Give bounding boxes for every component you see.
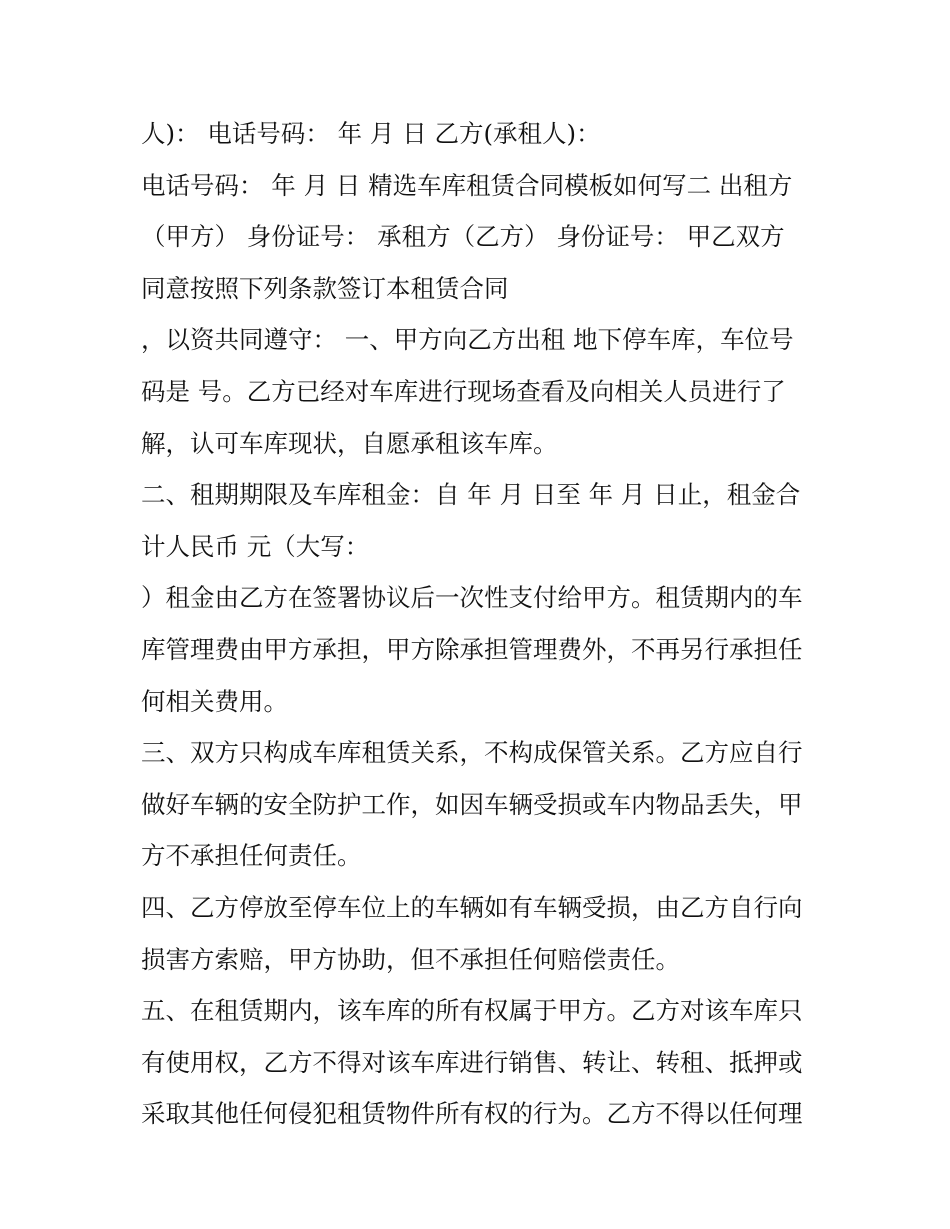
text-line: 方不承担任何责任。 — [141, 841, 362, 871]
text-line: 库管理费由甲方承担，甲方除承担管理费外，不再另行承担任 — [141, 634, 803, 664]
text-line: 有使用权，乙方不得对该车库进行销售、转让、转租、抵押或 — [141, 1047, 803, 1077]
text-line: 损害方索赔，甲方协助，但不承担任何赔偿责任。 — [141, 944, 680, 974]
text-line: 五、在租赁期内，该车库的所有权属于甲方。乙方对该车库只 — [141, 996, 803, 1026]
text-line: （甲方） 身份证号： 承租方（乙方） 身份证号： 甲乙双方 — [141, 222, 785, 252]
text-line: 电话号码： 年 月 日 精选车库租赁合同模板如何写二 出租方 — [141, 170, 793, 200]
text-line: 三、双方只构成车库租赁关系，不构成保管关系。乙方应自行 — [141, 738, 803, 768]
text-line: 二、租期期限及车库租金：自 年 月 日至 年 月 日止，租金合 — [141, 480, 801, 510]
text-line: 同意按照下列条款签订本租赁合同 — [141, 273, 509, 303]
text-line: 做好车辆的安全防护工作，如因车辆受损或车内物品丢失，甲 — [141, 789, 803, 819]
text-line: ，以资共同遵守： 一、甲方向乙方出租 地下停车库，车位号 — [141, 325, 794, 355]
text-line: 四、乙方停放至停车位上的车辆如有车辆受损，由乙方自行向 — [141, 892, 803, 922]
text-line: ）租金由乙方在签署协议后一次性支付给甲方。租赁期内的车 — [141, 583, 803, 613]
text-line: 计人民币 元（大写： — [141, 531, 370, 561]
text-line: 码是 号。乙方已经对车库进行现场查看及向相关人员进行了 — [141, 376, 786, 406]
text-line: 采取其他任何侵犯租赁物件所有权的行为。乙方不得以任何理 — [141, 1099, 803, 1129]
text-line: 何相关费用。 — [141, 686, 288, 716]
text-line: 人)： 电话号码： 年 月 日 乙方(承租人)： — [141, 119, 601, 148]
text-line: 解，认可车库现状，自愿承租该车库。 — [141, 428, 558, 458]
document-body — [141, 108, 821, 1140]
